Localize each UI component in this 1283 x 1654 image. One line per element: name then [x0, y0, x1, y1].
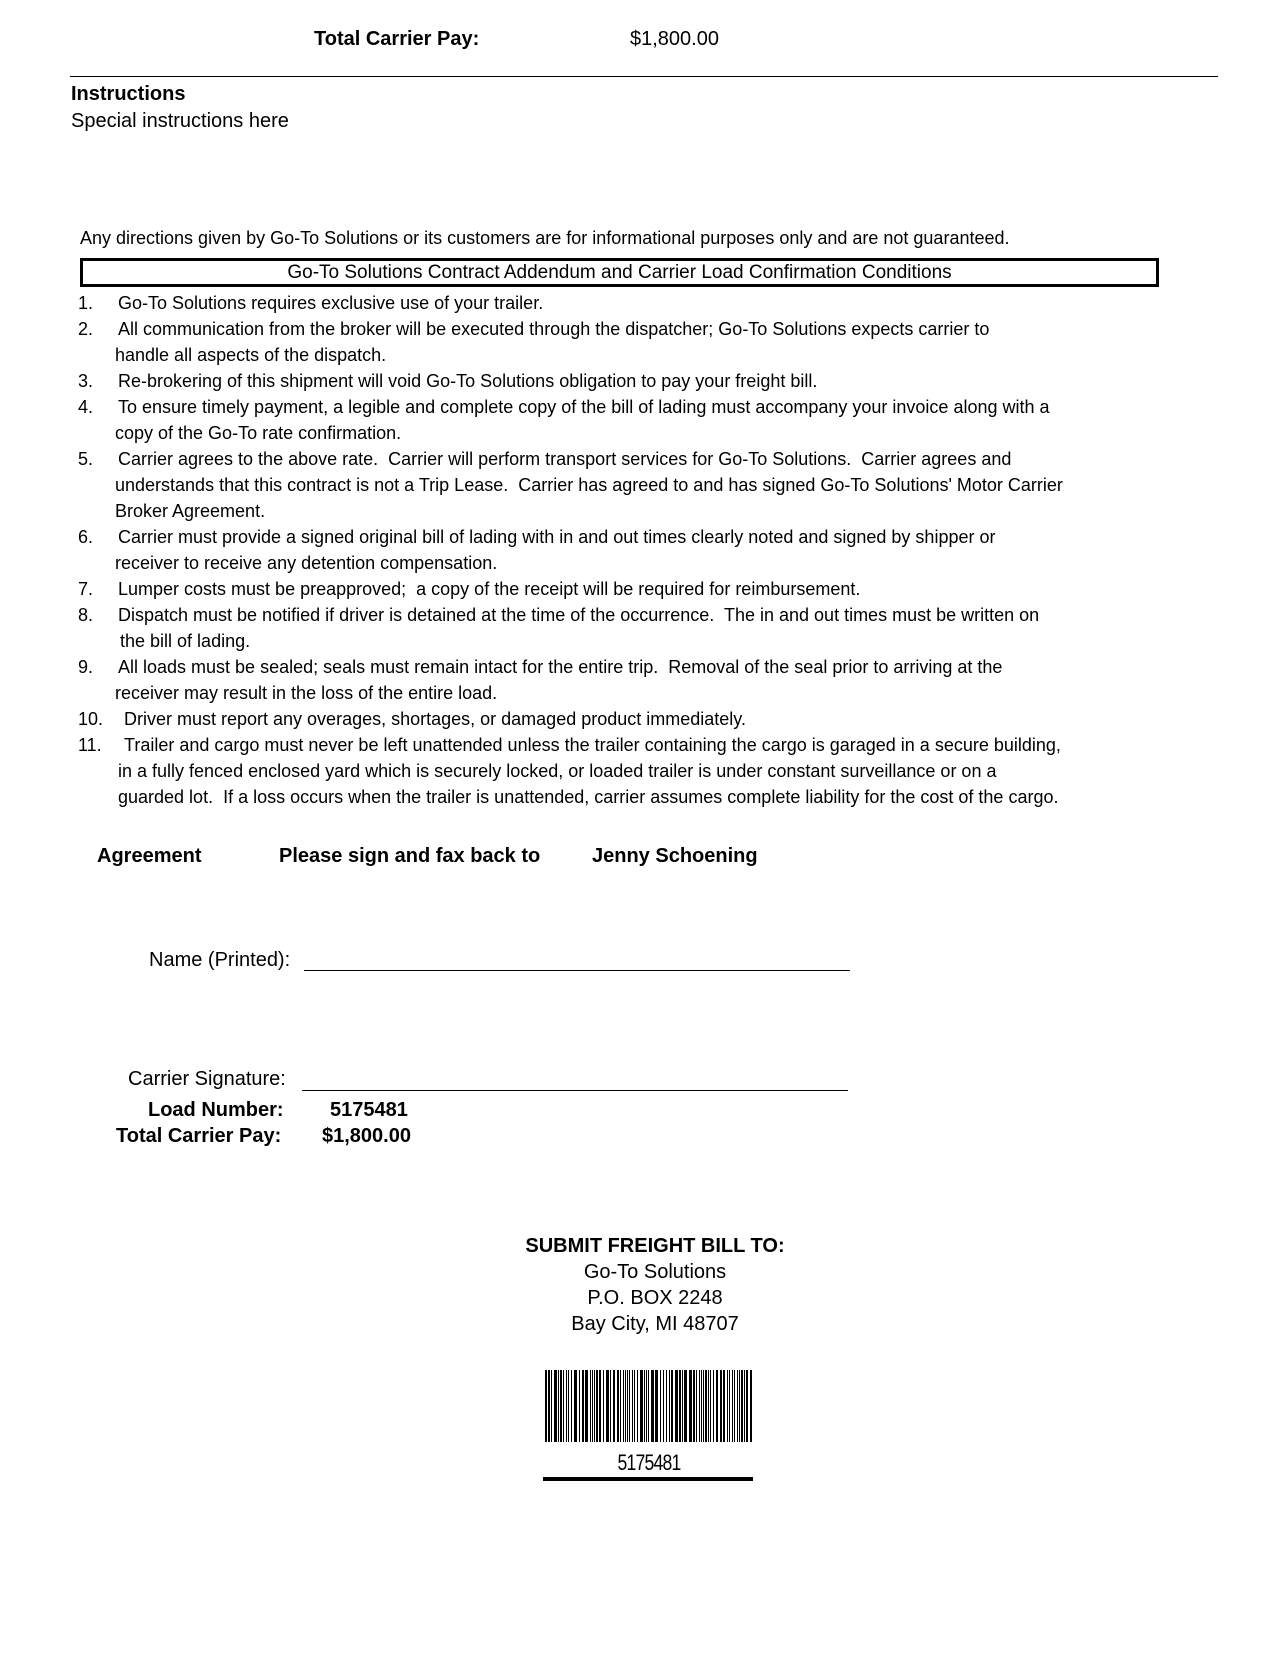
conditions-list — [78, 290, 1198, 810]
carrier-signature-line[interactable] — [302, 1090, 848, 1091]
condition-text — [115, 316, 990, 368]
condition-line: the bill of lading. — [115, 631, 251, 651]
condition-line: understands that this contract is not a Trip Lease. Carrier has agreed to and has signed Go-To Solutions' Motor Carrier — [115, 475, 1063, 495]
barcode-underline — [543, 1477, 753, 1481]
condition-text — [118, 368, 817, 394]
barcode-bar — [671, 1370, 673, 1442]
directions-disclaimer: Any directions given by Go-To Solutions or its customers are for informational purposes only and are not guaranteed. — [80, 228, 1010, 248]
barcode-bar — [634, 1370, 635, 1442]
barcode-bar — [744, 1370, 745, 1442]
barcode-bar — [710, 1370, 711, 1442]
barcode-bar — [675, 1370, 678, 1442]
load-number-value: 5175481 — [330, 1099, 408, 1121]
barcode-bar — [554, 1370, 557, 1442]
condition-number: 3. — [78, 371, 94, 391]
submit-heading: SUBMIT FREIGHT BILL TO: — [525, 1235, 785, 1257]
condition-text — [118, 290, 543, 316]
name-printed-label: Name (Printed): — [149, 949, 291, 971]
barcode-bar — [708, 1370, 709, 1442]
total-carrier-pay-value: $1,800.00 — [630, 28, 719, 50]
barcode-bar — [617, 1370, 619, 1442]
condition-number: 11. — [78, 735, 102, 755]
condition-text — [118, 576, 860, 602]
barcode-bar — [646, 1370, 647, 1442]
condition-line: All communication from the broker will be executed through the dispatcher; Go-To Solutions expects carrier to — [118, 319, 990, 339]
barcode-bar — [603, 1370, 604, 1442]
barcode-bar — [637, 1370, 638, 1442]
condition-text — [115, 446, 1063, 524]
barcode-bar — [560, 1370, 562, 1442]
condition-line: All loads must be sealed; seals must remain intact for the entire trip. Removal of the seal prior to arriving at the — [118, 657, 1003, 677]
condition-item — [78, 732, 1198, 810]
condition-text — [115, 524, 996, 576]
barcode-bar — [741, 1370, 743, 1442]
barcode-bar — [606, 1370, 609, 1442]
condition-number: 7. — [78, 579, 94, 599]
barcode-bar — [679, 1370, 681, 1442]
barcode-bar — [568, 1370, 569, 1442]
barcode-bar — [732, 1370, 733, 1442]
barcode-bar — [682, 1370, 683, 1442]
barcode-bar — [625, 1370, 626, 1442]
barcode-bar — [739, 1370, 740, 1442]
barcode-bar — [563, 1370, 564, 1442]
barcode-bar — [582, 1370, 584, 1442]
condition-line: To ensure timely payment, a legible and complete copy of the bill of lading must accompany your invoice along with a — [118, 397, 1050, 417]
barcode-bar — [737, 1370, 738, 1442]
agreement-fax-text: Please sign and fax back to — [279, 845, 541, 867]
barcode-bar — [592, 1370, 593, 1442]
barcode-bar — [640, 1370, 643, 1442]
total-carrier-pay-label: Total Carrier Pay: — [314, 28, 480, 50]
barcode-bar — [750, 1370, 752, 1442]
condition-item — [78, 394, 1198, 446]
barcode-bar — [558, 1370, 559, 1442]
condition-number: 5. — [78, 449, 94, 469]
barcode-bar — [723, 1370, 725, 1442]
agreement-contact-name: Jenny Schoening — [592, 845, 758, 867]
barcode-bar — [651, 1370, 654, 1442]
condition-item — [78, 576, 1198, 602]
summary-pay-label: Total Carrier Pay: — [116, 1125, 282, 1147]
barcode-bar — [579, 1370, 580, 1442]
barcode-bar — [620, 1370, 621, 1442]
barcode-bar — [648, 1370, 649, 1442]
barcode-bar — [689, 1370, 692, 1442]
condition-line: receiver to receive any detention compensation. — [115, 553, 498, 573]
instructions-text: Special instructions here — [71, 110, 289, 132]
barcode-bar — [545, 1370, 547, 1442]
barcode-bar — [632, 1370, 633, 1442]
condition-item — [78, 602, 1198, 654]
agreement-label: Agreement — [97, 845, 202, 867]
condition-number: 10. — [78, 709, 104, 729]
barcode-bar — [574, 1370, 577, 1442]
barcode-bar — [627, 1370, 628, 1442]
condition-number: 2. — [78, 319, 94, 339]
barcode-number: 5175481 — [617, 1450, 681, 1475]
summary-pay-value: $1,800.00 — [322, 1125, 411, 1147]
conditions-title: Go-To Solutions Contract Addendum and Carrier Load Confirmation Conditions — [80, 258, 1159, 287]
condition-text — [115, 394, 1050, 446]
barcode-bar — [696, 1370, 697, 1442]
carrier-signature-label: Carrier Signature: — [128, 1068, 286, 1090]
condition-item — [78, 524, 1198, 576]
condition-line: in a fully fenced enclosed yard which is securely locked, or loaded trailer is under constant surveillance or on a — [118, 761, 997, 781]
submit-company: Go-To Solutions — [583, 1261, 727, 1283]
condition-line: Carrier agrees to the above rate. Carrier will perform transport services for Go-To Solutions. Carrier agrees and — [118, 449, 1012, 469]
barcode-bar — [585, 1370, 588, 1442]
barcode-bar — [596, 1370, 598, 1442]
barcode-bar — [703, 1370, 704, 1442]
barcode-bar — [693, 1370, 695, 1442]
barcode-bar — [716, 1370, 718, 1442]
condition-number: 9. — [78, 657, 94, 677]
barcode-bar — [734, 1370, 735, 1442]
condition-line: Broker Agreement. — [115, 501, 266, 521]
barcode-bar — [746, 1370, 748, 1442]
barcode-bar — [699, 1370, 700, 1442]
condition-line: handle all aspects of the dispatch. — [115, 345, 387, 365]
barcode-bar — [663, 1370, 664, 1442]
condition-line: Driver must report any overages, shortages, or damaged product immediately. — [124, 709, 746, 729]
barcode-bar — [655, 1370, 658, 1442]
barcode-bar — [644, 1370, 645, 1442]
condition-line: Re-brokering of this shipment will void Go-To Solutions obligation to pay your freight bill. — [118, 371, 818, 391]
condition-text — [115, 602, 1040, 654]
barcode-bar — [705, 1370, 707, 1442]
barcode-bar — [629, 1370, 630, 1442]
condition-number: 1. — [78, 293, 94, 313]
condition-line: Trailer and cargo must never be left unattended unless the trailer containing the cargo is garaged in a secure building, — [124, 735, 1061, 755]
barcode-bar — [613, 1370, 615, 1442]
condition-item — [78, 446, 1198, 524]
condition-text — [118, 732, 1061, 810]
barcode-bar — [666, 1370, 667, 1442]
condition-line: Carrier must provide a signed original bill of lading with in and out times clearly noted and signed by shipper or — [118, 527, 996, 547]
barcode-bar — [713, 1370, 714, 1442]
condition-line: Dispatch must be notified if driver is detained at the time of the occurrence. The in and out times must be written on — [118, 605, 1040, 625]
condition-number: 4. — [78, 397, 94, 417]
instructions-heading: Instructions — [71, 83, 186, 105]
barcode-bar — [701, 1370, 702, 1442]
condition-item — [78, 316, 1198, 368]
condition-line: Go-To Solutions requires exclusive use of your trailer. — [118, 293, 544, 313]
submit-po-box: P.O. BOX 2248 — [587, 1287, 723, 1309]
barcode-bar — [548, 1370, 550, 1442]
barcode-bar — [599, 1370, 601, 1442]
condition-line: copy of the Go-To rate confirmation. — [115, 423, 402, 443]
barcode-bar — [684, 1370, 687, 1442]
barcode-bar — [594, 1370, 595, 1442]
submit-city: Bay City, MI 48707 — [571, 1313, 739, 1335]
condition-line: guarded lot. If a loss occurs when the trailer is unattended, carrier assumes complete liability for the cost of the cargo. — [118, 787, 1059, 807]
barcode-bar — [566, 1370, 567, 1442]
condition-item — [78, 654, 1198, 706]
barcode-bar — [720, 1370, 722, 1442]
barcode-bar — [660, 1370, 661, 1442]
barcode-bar — [623, 1370, 624, 1442]
barcode-bar — [669, 1370, 670, 1442]
header-divider — [70, 76, 1218, 77]
barcode-bar — [729, 1370, 730, 1442]
condition-number: 8. — [78, 605, 94, 625]
barcode-bar — [610, 1370, 611, 1442]
barcode-bar — [727, 1370, 728, 1442]
barcode-bar — [590, 1370, 591, 1442]
load-number-label: Load Number: — [148, 1099, 284, 1121]
condition-item — [78, 290, 1198, 316]
condition-text — [124, 706, 746, 732]
condition-item — [78, 706, 1198, 732]
condition-number: 6. — [78, 527, 94, 547]
condition-item — [78, 368, 1198, 394]
condition-line: receiver may result in the loss of the entire load. — [115, 683, 498, 703]
name-printed-line[interactable] — [304, 970, 850, 971]
condition-text — [115, 654, 1003, 706]
barcode-bar — [571, 1370, 572, 1442]
barcode-bar — [551, 1370, 552, 1442]
condition-line: Lumper costs must be preapproved; a copy of the receipt will be required for reimbursement. — [118, 579, 861, 599]
submit-freight-bill-block — [500, 1233, 810, 1337]
